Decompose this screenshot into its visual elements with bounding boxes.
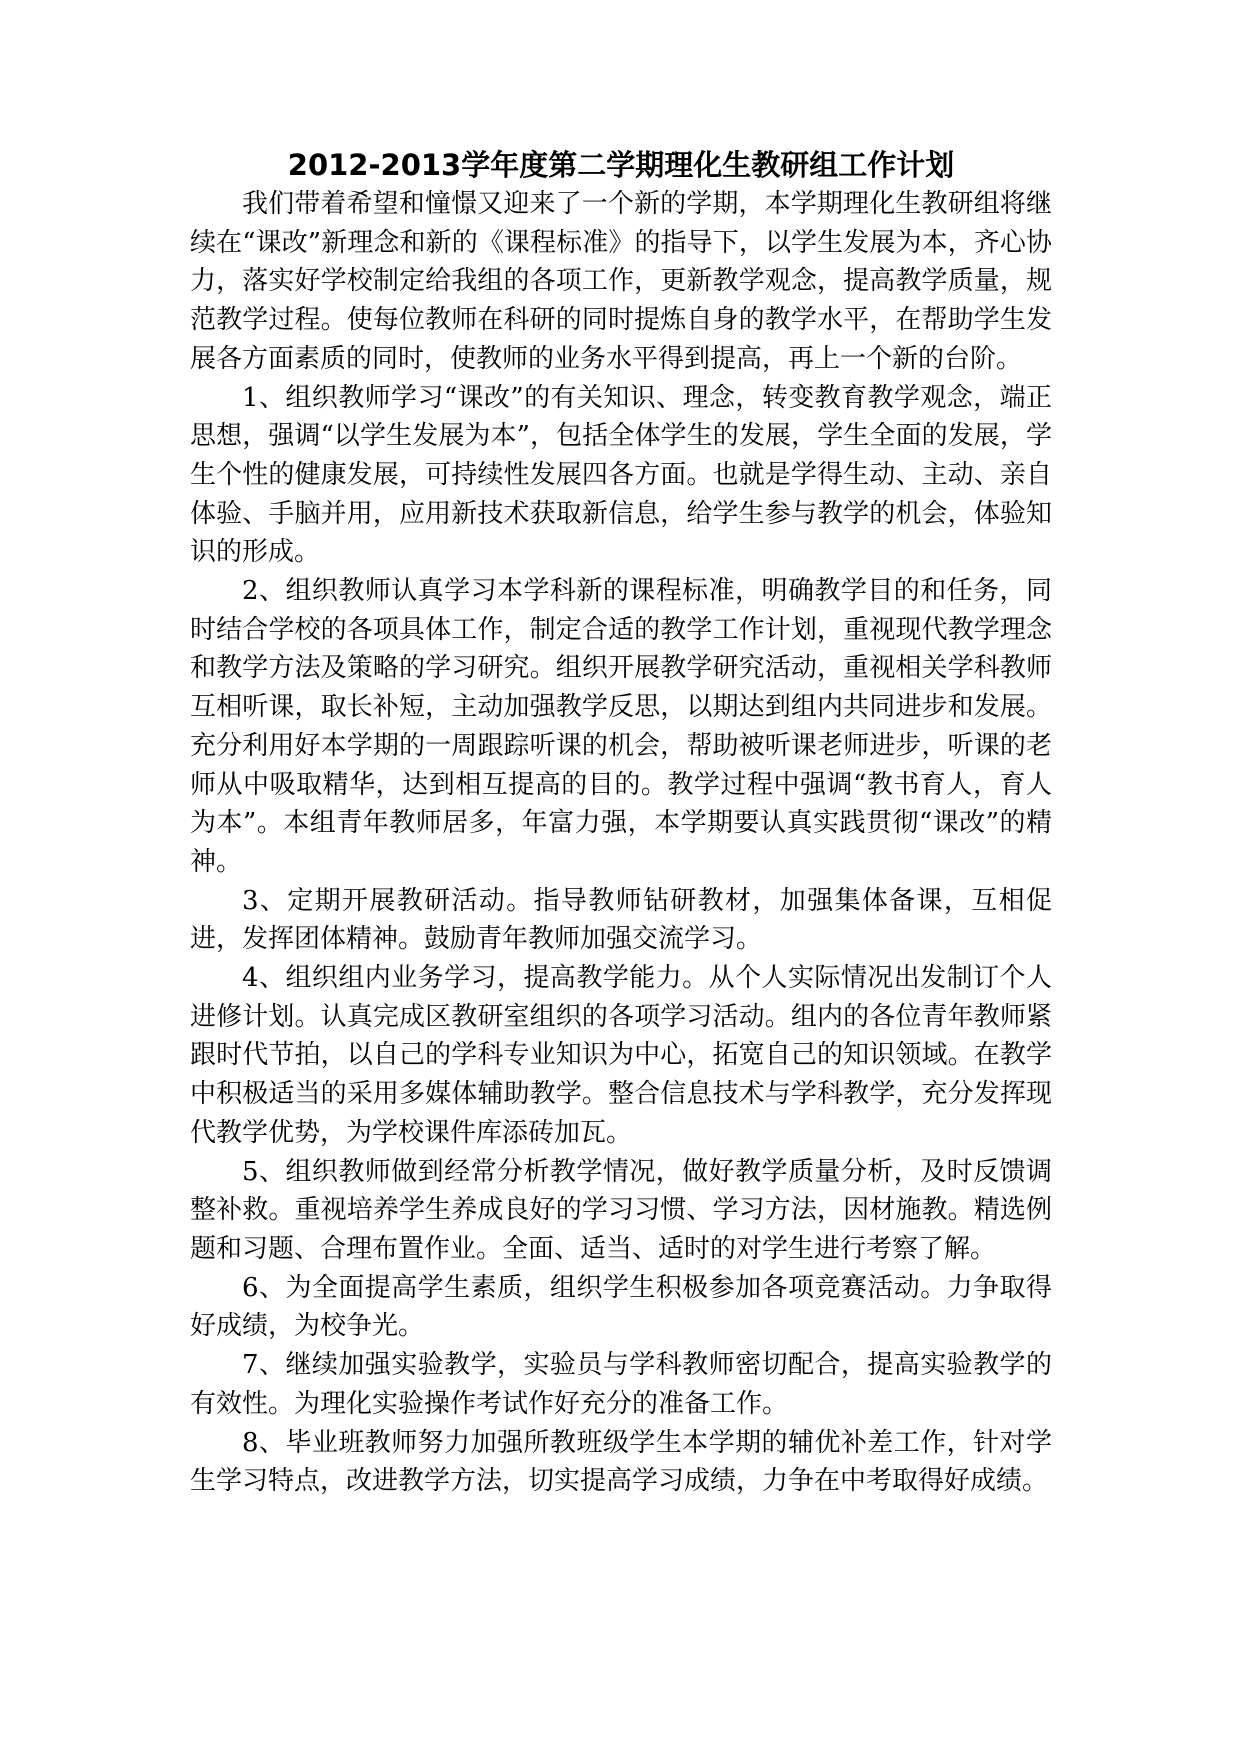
document-title: 2012-2013学年度第二学期理化生教研组工作计划: [287, 148, 955, 182]
plan-item-4: 4、组织组内业务学习，提高教学能力。从个人实际情况出发制订个人进修计划。认真完成区教研室组织的各项学习活动。组内的各位青年教师紧跟时代节拍，以自己的学科专业知识为中心，拓宽自己的知识领域。在教学中积极适当的采用多媒体辅助教学。整合信息技术与学科教学，充分发挥现代教学优势，为学校课件库添砖加瓦。: [190, 963, 1052, 1148]
plan-item-5: 5、组织教师做到经常分析教学情况，做好教学质量分析，及时反馈调整补救。重视培养学生养成良好的学习习惯、学习方法，因材施教。精选例题和习题、合理布置作业。全面、适当、适时的对学生进行考察了解。: [190, 1156, 1052, 1264]
plan-item-3: 3、定期开展教研活动。指导教师钻研教材，加强集体备课，互相促进，发挥团体精神。鼓励青年教师加强交流学习。: [190, 885, 1052, 955]
intro-paragraph: 我们带着希望和憧憬又迎来了一个新的学期，本学期理化生教研组将继续在“课改”新理念和新的《课程标准》的指导下，以学生发展为本，齐心协力，落实好学校制定给我组的各项工作，更新教学观念，提高教学质量，规范教学过程。使每位教师在科研的同时提炼自身的教学水平，在帮助学生发展各方面素质的同时，使教师的业务水平得到提高，再上一个新的台阶。: [190, 189, 1052, 374]
plan-item-1: 1、组织教师学习“课改”的有关知识、理念，转变教育教学观念，端正思想，强调“以学生发展为本”，包括全体学生的发展，学生全面的发展，学生个性的健康发展，可持续性发展四各方面。也就是学得生动、主动、亲自体验、手脑并用，应用新技术获取新信息，给学生参与教学的机会，体验知识的形成。: [190, 382, 1052, 568]
plan-item-2: 2、组织教师认真学习本学科新的课程标准，明确教学目的和任务，同时结合学校的各项具体工作，制定合适的教学工作计划，重视现代教学理念和教学方法及策略的学习研究。组织开展教学研究活动，重视相关学科教师互相听课，取长补短，主动加强教学反思，以期达到组内共同进步和发展。充分利用好本学期的一周跟踪听课的机会，帮助被听课老师进步，听课的老师从中吸取精华，达到相互提高的目的。教学过程中强调“教书育人，育人为本”。本组青年教师居多，年富力强，本学期要认真实践贯彻“课改”的精神。: [190, 576, 1052, 877]
plan-item-8: 8、毕业班教师努力加强所教班级学生本学期的辅优补差工作，针对学生学习特点，改进教学方法，切实提高学习成绩，力争在中考取得好成绩。: [190, 1427, 1052, 1497]
plan-item-7: 7、继续加强实验教学，实验员与学科教师密切配合，提高实验教学的有效性。为理化实验操作考试作好充分的准备工作。: [190, 1350, 1052, 1419]
plan-item-6: 6、为全面提高学生素质，组织学生积极参加各项竞赛活动。力争取得好成绩，为校争光。: [190, 1272, 1052, 1342]
document-body: [190, 145, 1052, 1501]
